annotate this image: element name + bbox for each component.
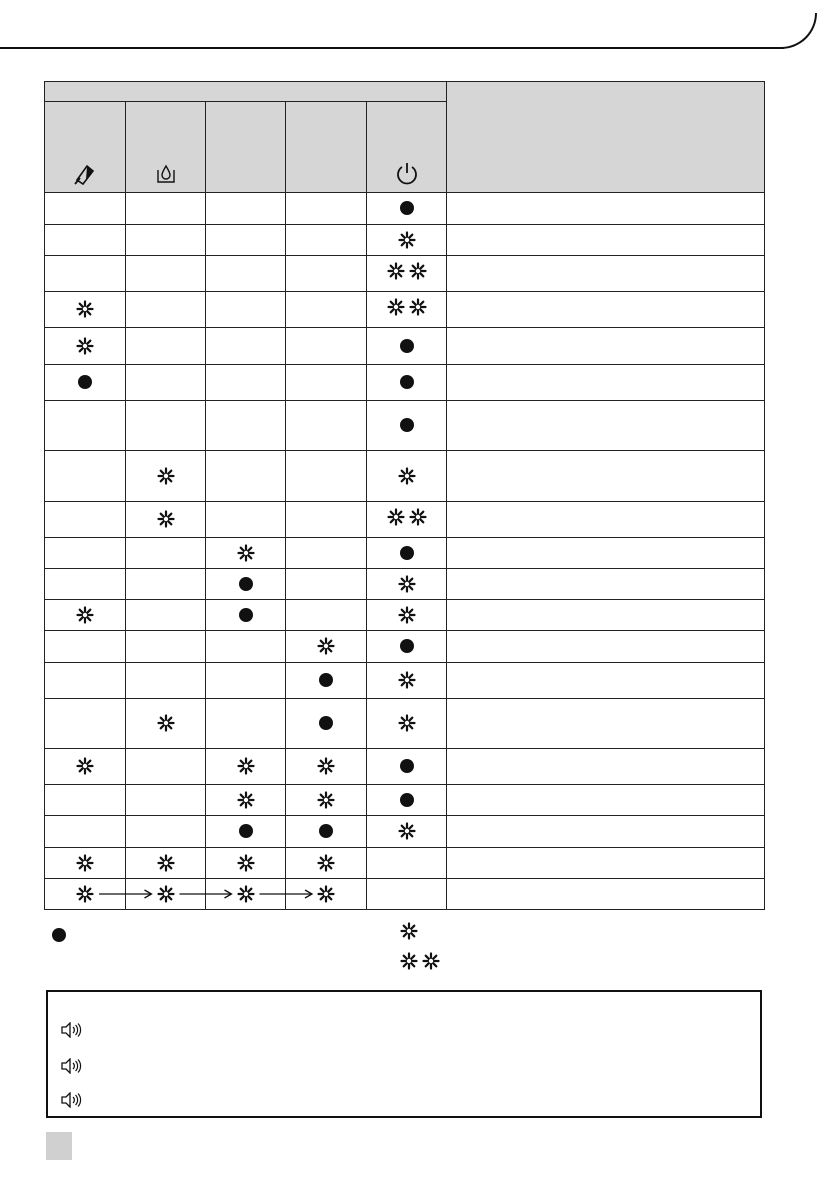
indicator-cell bbox=[286, 328, 367, 365]
indicator-cell bbox=[286, 600, 367, 631]
dot-icon bbox=[239, 577, 253, 591]
indicator-cell bbox=[45, 569, 126, 600]
asterisk-icon bbox=[157, 467, 175, 485]
table-row bbox=[45, 256, 765, 292]
dot-icon bbox=[239, 608, 253, 622]
status-matrix bbox=[44, 81, 765, 910]
indicator-cell bbox=[206, 569, 286, 600]
indicator-cell bbox=[126, 193, 206, 225]
table-row bbox=[45, 879, 765, 910]
indicator-cell bbox=[367, 663, 447, 699]
indicator-cell bbox=[286, 631, 367, 663]
description-header bbox=[447, 82, 765, 193]
water-tank-icon bbox=[154, 160, 178, 186]
description-cell bbox=[447, 631, 765, 663]
description-cell bbox=[447, 401, 765, 451]
indicator-cell bbox=[206, 256, 286, 292]
indicator-cell bbox=[45, 365, 126, 401]
dot-icon bbox=[78, 375, 92, 389]
dot-icon bbox=[400, 759, 414, 773]
indicator-cell bbox=[206, 600, 286, 631]
table-row bbox=[45, 328, 765, 365]
indicator-cell bbox=[286, 401, 367, 451]
indicator-cell bbox=[45, 749, 126, 785]
top-rule bbox=[0, 47, 784, 49]
asterisk-icon bbox=[237, 791, 255, 809]
indicator-cell bbox=[367, 749, 447, 785]
asterisk-icon bbox=[409, 508, 427, 526]
indicator-cell bbox=[45, 193, 126, 225]
indicator-cell bbox=[286, 193, 367, 225]
indicator-cell bbox=[45, 256, 126, 292]
speaker-icon bbox=[60, 1058, 82, 1074]
indicator-cell bbox=[367, 569, 447, 600]
description-cell bbox=[447, 879, 765, 910]
description-cell bbox=[447, 785, 765, 816]
indicator-cell bbox=[45, 225, 126, 256]
indicator-cell bbox=[126, 451, 206, 502]
indicator-cell bbox=[286, 848, 367, 879]
indicator-cell bbox=[286, 225, 367, 256]
indicator-cell bbox=[206, 699, 286, 749]
indicator-cell bbox=[45, 328, 126, 365]
asterisk-icon bbox=[387, 262, 405, 280]
table-row bbox=[45, 600, 765, 631]
description-cell bbox=[447, 816, 765, 848]
indicator-cell bbox=[286, 663, 367, 699]
indicator-cell bbox=[126, 569, 206, 600]
dot-icon bbox=[400, 639, 414, 653]
dot-icon bbox=[400, 339, 414, 353]
col-4 bbox=[286, 102, 367, 193]
indicator-cell bbox=[367, 256, 447, 292]
indicator-cell bbox=[45, 401, 126, 451]
indicator-cell bbox=[45, 600, 126, 631]
indicator-cell bbox=[126, 631, 206, 663]
legend bbox=[44, 922, 764, 982]
double-asterisk-icon bbox=[400, 952, 440, 970]
asterisk-icon bbox=[317, 885, 335, 903]
description-cell bbox=[447, 749, 765, 785]
drawer-marker-icon bbox=[71, 160, 99, 186]
dot-icon bbox=[319, 824, 333, 838]
dot-icon bbox=[52, 928, 66, 942]
matrix-body bbox=[45, 193, 765, 910]
indicator-cell bbox=[367, 365, 447, 401]
indicator-cell bbox=[367, 538, 447, 569]
note-1 bbox=[60, 1022, 82, 1038]
asterisk-icon bbox=[409, 298, 427, 316]
asterisk-icon bbox=[317, 791, 335, 809]
dot-icon bbox=[319, 716, 333, 730]
asterisk-icon bbox=[317, 854, 335, 872]
indicator-cell bbox=[286, 502, 367, 538]
description-cell bbox=[447, 663, 765, 699]
table-row bbox=[45, 631, 765, 663]
indicator-cell bbox=[286, 816, 367, 848]
description-cell bbox=[447, 848, 765, 879]
table-row bbox=[45, 816, 765, 848]
indicator-cell bbox=[126, 600, 206, 631]
table-row bbox=[45, 401, 765, 451]
asterisk-icon bbox=[157, 714, 175, 732]
indicator-cell bbox=[286, 451, 367, 502]
asterisk-icon bbox=[400, 922, 418, 940]
description-cell bbox=[447, 502, 765, 538]
indicator-cell bbox=[206, 365, 286, 401]
indicator-cell bbox=[126, 256, 206, 292]
asterisk-icon bbox=[398, 714, 416, 732]
indicator-cell bbox=[367, 451, 447, 502]
indicator-cell bbox=[367, 502, 447, 538]
asterisk-icon bbox=[76, 337, 94, 355]
indicator-cell bbox=[45, 451, 126, 502]
dot-icon bbox=[400, 201, 414, 215]
indicator-cell bbox=[45, 785, 126, 816]
table-row bbox=[45, 193, 765, 225]
col-power bbox=[367, 102, 447, 193]
indicator-cell bbox=[367, 401, 447, 451]
indicators-header bbox=[45, 82, 447, 102]
indicator-cell bbox=[126, 502, 206, 538]
page-corner-arc bbox=[781, 13, 817, 49]
col-drawer bbox=[45, 102, 126, 193]
indicator-cell bbox=[45, 816, 126, 848]
asterisk-icon bbox=[237, 757, 255, 775]
indicator-cell bbox=[286, 256, 367, 292]
power-icon bbox=[394, 160, 420, 186]
description-cell bbox=[447, 538, 765, 569]
indicator-cell bbox=[206, 401, 286, 451]
indicator-cell bbox=[286, 365, 367, 401]
indicator-cell bbox=[45, 538, 126, 569]
double-asterisk-icon bbox=[387, 508, 427, 526]
page-number-tab bbox=[46, 1132, 72, 1160]
note-3 bbox=[60, 1092, 82, 1108]
asterisk-icon bbox=[237, 885, 255, 903]
indicator-cell bbox=[286, 569, 367, 600]
indicator-cell bbox=[206, 749, 286, 785]
indicator-cell bbox=[126, 365, 206, 401]
indicator-cell bbox=[126, 699, 206, 749]
indicator-cell bbox=[206, 193, 286, 225]
dot-icon bbox=[400, 418, 414, 432]
indicator-cell bbox=[45, 502, 126, 538]
indicator-cell bbox=[206, 631, 286, 663]
indicator-cell bbox=[367, 600, 447, 631]
asterisk-icon bbox=[76, 885, 94, 903]
table-row bbox=[45, 663, 765, 699]
col-water bbox=[126, 102, 206, 193]
asterisk-icon bbox=[398, 822, 416, 840]
indicator-cell bbox=[45, 699, 126, 749]
indicator-cell bbox=[206, 225, 286, 256]
asterisk-icon bbox=[237, 544, 255, 562]
indicator-cell bbox=[126, 401, 206, 451]
indicator-cell bbox=[286, 538, 367, 569]
dot-icon bbox=[319, 673, 333, 687]
indicator-cell bbox=[286, 699, 367, 749]
table-row bbox=[45, 569, 765, 600]
description-cell bbox=[447, 365, 765, 401]
indicator-cell bbox=[367, 328, 447, 365]
table-row bbox=[45, 225, 765, 256]
indicator-cell bbox=[45, 663, 126, 699]
indicator-cell bbox=[206, 502, 286, 538]
table-row bbox=[45, 749, 765, 785]
indicator-cell bbox=[126, 538, 206, 569]
indicator-cell bbox=[45, 879, 126, 910]
notes-box bbox=[46, 990, 762, 1118]
speaker-icon bbox=[60, 1022, 82, 1038]
indicator-cell bbox=[206, 292, 286, 328]
legend-fast-blink bbox=[400, 952, 440, 970]
indicator-cell bbox=[126, 848, 206, 879]
asterisk-icon bbox=[409, 262, 427, 280]
indicator-cell bbox=[367, 225, 447, 256]
asterisk-icon bbox=[157, 510, 175, 528]
asterisk-icon bbox=[387, 298, 405, 316]
indicator-cell bbox=[126, 749, 206, 785]
table-row bbox=[45, 365, 765, 401]
indicator-cell bbox=[367, 292, 447, 328]
asterisk-icon bbox=[398, 231, 416, 249]
indicator-cell bbox=[367, 848, 447, 879]
dot-icon bbox=[400, 793, 414, 807]
legend-on bbox=[52, 928, 66, 942]
indicator-cell bbox=[367, 193, 447, 225]
indicator-cell bbox=[286, 879, 367, 910]
asterisk-icon bbox=[398, 575, 416, 593]
asterisk-icon bbox=[398, 671, 416, 689]
asterisk-icon bbox=[76, 757, 94, 775]
indicator-cell bbox=[206, 848, 286, 879]
indicator-cell bbox=[367, 785, 447, 816]
description-cell bbox=[447, 569, 765, 600]
indicator-cell bbox=[286, 749, 367, 785]
indicator-cell bbox=[126, 292, 206, 328]
note-2 bbox=[60, 1058, 82, 1074]
asterisk-icon bbox=[317, 637, 335, 655]
dot-icon bbox=[400, 546, 414, 560]
description-cell bbox=[447, 451, 765, 502]
asterisk-icon bbox=[76, 854, 94, 872]
table-row bbox=[45, 292, 765, 328]
asterisk-icon bbox=[157, 885, 175, 903]
indicator-cell bbox=[126, 816, 206, 848]
indicator-cell bbox=[286, 292, 367, 328]
indicator-cell bbox=[45, 292, 126, 328]
table-row bbox=[45, 785, 765, 816]
indicator-cell bbox=[286, 785, 367, 816]
table-row bbox=[45, 699, 765, 749]
description-cell bbox=[447, 225, 765, 256]
indicator-cell bbox=[206, 451, 286, 502]
asterisk-icon bbox=[387, 508, 405, 526]
indicator-cell bbox=[126, 663, 206, 699]
indicator-cell bbox=[206, 663, 286, 699]
indicator-cell bbox=[126, 879, 206, 910]
indicator-cell bbox=[367, 879, 447, 910]
description-cell bbox=[447, 193, 765, 225]
indicator-cell bbox=[206, 879, 286, 910]
description-cell bbox=[447, 600, 765, 631]
asterisk-icon bbox=[398, 467, 416, 485]
indicator-cell bbox=[367, 699, 447, 749]
indicator-cell bbox=[45, 848, 126, 879]
indicator-cell bbox=[206, 538, 286, 569]
table-row bbox=[45, 538, 765, 569]
col-3 bbox=[206, 102, 286, 193]
indicator-cell bbox=[126, 328, 206, 365]
indicator-cell bbox=[206, 816, 286, 848]
asterisk-icon bbox=[237, 854, 255, 872]
indicator-cell bbox=[367, 631, 447, 663]
description-cell bbox=[447, 328, 765, 365]
indicator-cell bbox=[126, 225, 206, 256]
table-row bbox=[45, 848, 765, 879]
speaker-icon bbox=[60, 1092, 82, 1108]
indicator-cell bbox=[45, 631, 126, 663]
description-cell bbox=[447, 256, 765, 292]
asterisk-icon bbox=[76, 300, 94, 318]
double-asterisk-icon bbox=[387, 262, 427, 280]
description-cell bbox=[447, 699, 765, 749]
asterisk-icon bbox=[317, 757, 335, 775]
table-row bbox=[45, 451, 765, 502]
description-cell bbox=[447, 292, 765, 328]
indicator-cell bbox=[126, 785, 206, 816]
double-asterisk-icon bbox=[387, 298, 427, 316]
asterisk-icon bbox=[157, 854, 175, 872]
indicator-cell bbox=[367, 816, 447, 848]
asterisk-icon bbox=[76, 606, 94, 624]
dot-icon bbox=[239, 824, 253, 838]
legend-blink bbox=[400, 922, 418, 940]
dot-icon bbox=[400, 375, 414, 389]
asterisk-icon bbox=[398, 606, 416, 624]
indicator-cell bbox=[206, 785, 286, 816]
table-row bbox=[45, 502, 765, 538]
indicator-cell bbox=[206, 328, 286, 365]
